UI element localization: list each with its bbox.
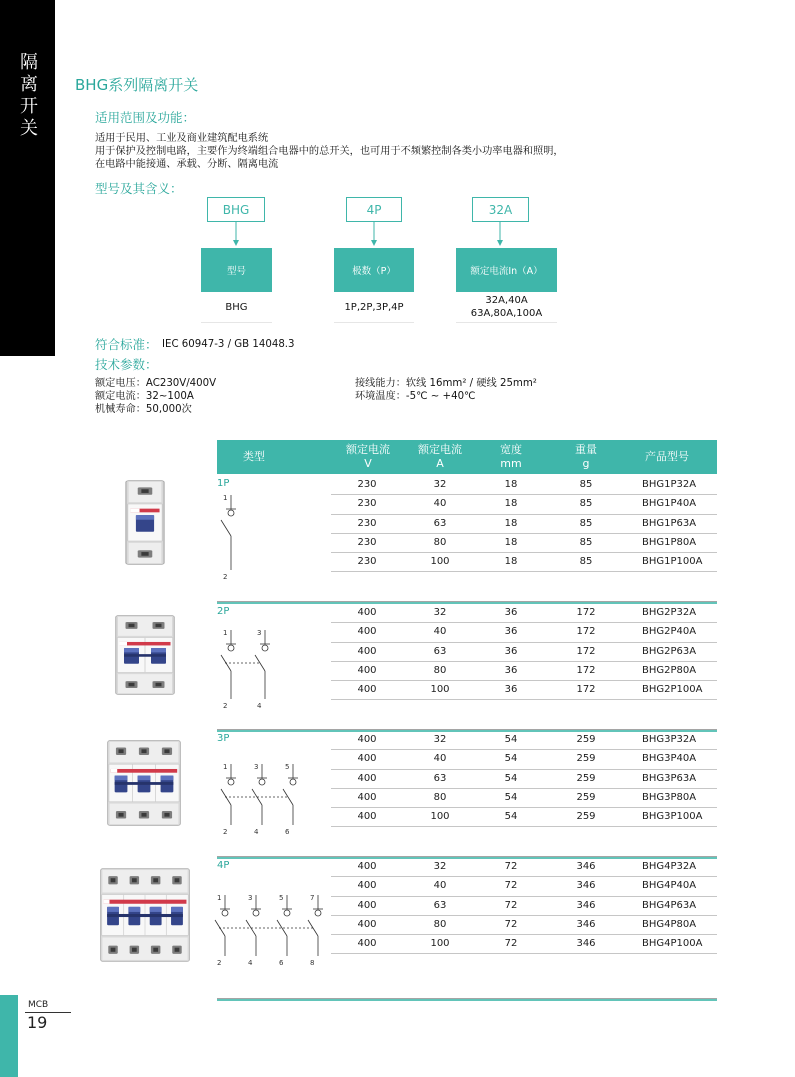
switch-blade: [221, 520, 231, 536]
model-values-series: [201, 292, 272, 323]
cell-weight: 259: [576, 772, 596, 784]
header-label: 重量: [575, 443, 597, 456]
cell-voltage: 400: [357, 811, 377, 823]
section-title-vertical: 隔离开关: [17, 52, 38, 140]
table-row: [331, 553, 717, 572]
tech-params-right: [355, 377, 537, 403]
cell-width: 18: [504, 498, 518, 510]
cell-model: BHG2P63A: [642, 645, 697, 657]
header-current: [405, 440, 475, 474]
cell-width: 36: [504, 607, 518, 618]
isolator-contact: [228, 645, 234, 651]
cell-weight: 259: [576, 753, 596, 765]
cell-current: 63: [433, 772, 447, 784]
cell-model: BHG4P80A: [642, 918, 697, 930]
cell-width: 18: [504, 536, 518, 548]
cell-width: 54: [504, 791, 518, 803]
tech-param: 额定电流：32~100A: [95, 391, 194, 402]
cell-model: BHG4P32A: [642, 861, 697, 872]
terminal-label-top: 1: [223, 494, 228, 502]
table-row: [331, 643, 717, 662]
cell-weight: 172: [576, 626, 596, 638]
table-row: [331, 604, 717, 623]
cell-model: BHG4P40A: [642, 880, 697, 892]
scope-heading: 适用范围及功能：: [95, 110, 196, 125]
cell-voltage: 400: [357, 734, 377, 745]
table-row: [331, 623, 717, 642]
terminal-label-bottom: 2: [223, 702, 228, 709]
cell-width: 36: [504, 664, 518, 676]
model-label-poles: 极数（P）: [334, 248, 414, 292]
header-width: [476, 440, 546, 474]
cell-width: 18: [504, 517, 518, 529]
isolator-contact: [315, 910, 321, 916]
cell-weight: 259: [576, 734, 596, 745]
cell-model: BHG1P100A: [642, 556, 703, 568]
pole-schematic: [210, 627, 330, 709]
cell-voltage: 230: [357, 536, 377, 548]
table-row: [331, 515, 717, 534]
cell-model: BHG2P80A: [642, 664, 697, 676]
cell-weight: 172: [576, 645, 596, 657]
group-type-label: 3P: [217, 733, 230, 744]
footer-series-label: MCB: [28, 1000, 49, 1010]
cell-width: 36: [504, 684, 518, 696]
isolator-contact: [284, 910, 290, 916]
cell-current: 32: [433, 861, 447, 872]
section-sidebar: [0, 0, 55, 356]
model-label-current: 额定电流In（A）: [456, 248, 557, 292]
product-photo-breaker: [125, 480, 165, 565]
cell-current: 100: [430, 556, 450, 568]
cell-current: 40: [433, 753, 447, 765]
tech-param: 环境温度：-5℃ ~ +40℃: [355, 391, 476, 402]
cell-model: BHG1P32A: [642, 479, 697, 490]
cell-width: 54: [504, 753, 518, 765]
terminal-label-bottom: 4: [248, 959, 253, 966]
table-row: [331, 897, 717, 916]
cell-current: 40: [433, 498, 447, 510]
cell-voltage: 400: [357, 684, 377, 696]
cell-weight: 346: [576, 880, 596, 892]
cell-voltage: 400: [357, 664, 377, 676]
tech-param: 额定电压：AC230V/400V: [95, 378, 217, 389]
model-value: 63A,80A,100A: [470, 308, 543, 319]
isolator-contact: [253, 910, 259, 916]
header-label: 额定电流: [418, 443, 462, 456]
header-model: [632, 440, 702, 474]
model-meaning-heading: 型号及其含义：: [95, 181, 183, 196]
cell-width: 72: [504, 899, 518, 911]
cell-current: 32: [433, 607, 447, 618]
isolator-contact: [290, 779, 296, 785]
cell-model: BHG3P100A: [642, 811, 703, 823]
cell-model: BHG3P80A: [642, 791, 697, 803]
cell-voltage: 400: [357, 880, 377, 892]
cell-model: BHG1P40A: [642, 498, 697, 510]
terminal-label-top: 3: [254, 763, 259, 771]
terminal-label-bottom: 2: [223, 573, 228, 580]
table-row: [331, 731, 717, 750]
cell-weight: 85: [579, 498, 593, 510]
pole-schematic: [210, 892, 330, 966]
cell-voltage: 400: [357, 607, 377, 618]
cell-weight: 85: [579, 479, 593, 490]
header-unit: g: [582, 457, 590, 470]
cell-voltage: 400: [357, 899, 377, 911]
table-row: [331, 750, 717, 769]
cell-current: 32: [433, 734, 447, 745]
isolator-contact: [222, 910, 228, 916]
pole-schematic: [210, 761, 330, 835]
cell-model: BHG2P40A: [642, 626, 697, 638]
cell-current: 100: [430, 938, 450, 950]
cell-weight: 85: [579, 517, 593, 529]
arrow-down-icon: [495, 222, 505, 246]
cell-voltage: 400: [357, 626, 377, 638]
terminal-label-top: 7: [310, 894, 315, 902]
cell-voltage: 400: [357, 645, 377, 657]
table-row: [331, 662, 717, 681]
isolator-contact: [228, 779, 234, 785]
terminal-label-bottom: 2: [223, 828, 228, 835]
table-row: [331, 495, 717, 514]
table-row: [331, 877, 717, 896]
cell-width: 54: [504, 772, 518, 784]
page-title: BHG系列隔离开关: [75, 76, 199, 94]
group-separator: [217, 998, 717, 1001]
switch-blade: [255, 655, 265, 671]
terminal-label-bottom: 6: [285, 828, 290, 835]
group-type-label: 1P: [217, 478, 230, 489]
standard-heading: 符合标准：: [95, 337, 158, 352]
group-type-label: 4P: [217, 860, 230, 871]
terminal-label-bottom: 4: [254, 828, 259, 835]
cell-current: 32: [433, 479, 447, 490]
table-row: [331, 770, 717, 789]
cell-weight: 85: [579, 536, 593, 548]
isolator-contact: [262, 645, 268, 651]
cell-voltage: 230: [357, 479, 377, 490]
cell-width: 54: [504, 811, 518, 823]
cell-model: BHG3P32A: [642, 734, 697, 745]
header-voltage: [333, 440, 403, 474]
isolator-contact: [259, 779, 265, 785]
table-row: [331, 681, 717, 700]
page-number: 19: [27, 1013, 48, 1032]
terminal-label-bottom: 2: [217, 959, 222, 966]
model-values-poles: [334, 292, 414, 323]
cell-weight: 85: [579, 556, 593, 568]
cell-weight: 259: [576, 791, 596, 803]
header-label: 产品型号: [645, 450, 689, 463]
cell-model: BHG3P63A: [642, 772, 697, 784]
cell-model: BHG2P32A: [642, 607, 697, 618]
cell-width: 72: [504, 861, 518, 872]
product-photo-breaker: [100, 868, 190, 962]
cell-voltage: 400: [357, 753, 377, 765]
cell-current: 80: [433, 664, 447, 676]
scope-line: 在电路中能接通、承载、分断、隔离电流: [95, 159, 279, 170]
header-label: 宽度: [500, 443, 522, 456]
terminal-label-top: 3: [257, 629, 262, 637]
product-photo-breaker: [107, 740, 181, 826]
cell-model: BHG4P100A: [642, 938, 703, 950]
cell-current: 63: [433, 517, 447, 529]
cell-width: 18: [504, 556, 518, 568]
isolator-contact: [228, 510, 234, 516]
cell-model: BHG1P63A: [642, 517, 697, 529]
cell-voltage: 400: [357, 918, 377, 930]
header-unit: mm: [500, 457, 522, 470]
cell-current: 100: [430, 684, 450, 696]
table-header: [217, 440, 717, 474]
arrow-down-icon: [231, 222, 241, 246]
standard-value: IEC 60947-3 / GB 14048.3: [162, 339, 295, 350]
model-code-poles-box: 4P: [346, 197, 402, 222]
header-type: [219, 440, 289, 474]
terminal-label-top: 1: [223, 629, 228, 637]
tech-param: 接线能力：软线 16mm² / 硬线 25mm²: [355, 378, 537, 389]
cell-weight: 346: [576, 938, 596, 950]
cell-width: 18: [504, 479, 518, 490]
cell-model: BHG2P100A: [642, 684, 703, 696]
model-value: 32A,40A: [485, 295, 528, 306]
cell-current: 40: [433, 626, 447, 638]
header-label: 额定电流: [346, 443, 390, 456]
cell-current: 80: [433, 918, 447, 930]
cell-width: 54: [504, 734, 518, 745]
model-values-current: [456, 292, 557, 323]
model-value: BHG: [225, 301, 248, 313]
cell-current: 63: [433, 645, 447, 657]
cell-width: 72: [504, 880, 518, 892]
terminal-label-top: 1: [223, 763, 228, 771]
cell-weight: 172: [576, 664, 596, 676]
cell-voltage: 230: [357, 498, 377, 510]
cell-model: BHG1P80A: [642, 536, 697, 548]
header-weight: [551, 440, 621, 474]
cell-voltage: 400: [357, 861, 377, 872]
cell-weight: 346: [576, 861, 596, 872]
table-row: [331, 534, 717, 553]
cell-weight: 346: [576, 899, 596, 911]
table-row: [331, 789, 717, 808]
cell-current: 40: [433, 880, 447, 892]
cell-voltage: 230: [357, 517, 377, 529]
table-row: [331, 476, 717, 495]
header-label: 类型: [243, 450, 265, 463]
cell-voltage: 400: [357, 938, 377, 950]
cell-weight: 346: [576, 918, 596, 930]
table-row: [331, 808, 717, 827]
terminal-label-bottom: 4: [257, 702, 262, 709]
terminal-label-top: 5: [279, 894, 284, 902]
cell-current: 80: [433, 536, 447, 548]
scope-line: 适用于民用、工业及商业建筑配电系统: [95, 133, 269, 144]
arrow-down-icon: [369, 222, 379, 246]
cell-current: 100: [430, 811, 450, 823]
scope-line: 用于保护及控制电路，主要作为终端组合电器中的总开关，也可用于不频繁控制各类小功率电器和照明，: [95, 146, 564, 157]
header-unit: V: [364, 457, 372, 470]
cell-model: BHG4P63A: [642, 899, 697, 911]
model-code-current-box: 32A: [472, 197, 529, 222]
product-photo-breaker: [115, 615, 175, 695]
table-row: [331, 858, 717, 877]
model-value: 1P,2P,3P,4P: [344, 301, 404, 313]
cell-current: 63: [433, 899, 447, 911]
cell-voltage: 230: [357, 556, 377, 568]
tech-params-left: [95, 377, 216, 416]
cell-current: 80: [433, 791, 447, 803]
tech-param: 机械寿命：50,000次: [95, 404, 192, 415]
cell-model: BHG3P40A: [642, 753, 697, 765]
tech-heading: 技术参数：: [95, 357, 158, 372]
terminal-label-bottom: 8: [310, 959, 315, 966]
switch-blade: [283, 789, 293, 805]
cell-width: 72: [504, 938, 518, 950]
group-type-label: 2P: [217, 606, 230, 617]
terminal-label-top: 3: [248, 894, 253, 902]
cell-width: 36: [504, 626, 518, 638]
model-label-series: 型号: [201, 248, 272, 292]
scope-description: [95, 132, 564, 171]
footer-accent-strip: [0, 995, 18, 1077]
cell-weight: 172: [576, 684, 596, 696]
terminal-label-top: 5: [285, 763, 290, 771]
switch-blade: [277, 920, 287, 936]
cell-weight: 172: [576, 607, 596, 618]
table-row: [331, 916, 717, 935]
cell-voltage: 400: [357, 772, 377, 784]
table-row: [331, 935, 717, 954]
terminal-label-bottom: 6: [279, 959, 284, 966]
cell-weight: 259: [576, 811, 596, 823]
cell-voltage: 400: [357, 791, 377, 803]
cell-width: 36: [504, 645, 518, 657]
model-code-series-box: BHG: [207, 197, 265, 222]
pole-schematic: [210, 492, 330, 580]
header-unit: A: [436, 457, 444, 470]
terminal-label-top: 1: [217, 894, 222, 902]
cell-width: 72: [504, 918, 518, 930]
